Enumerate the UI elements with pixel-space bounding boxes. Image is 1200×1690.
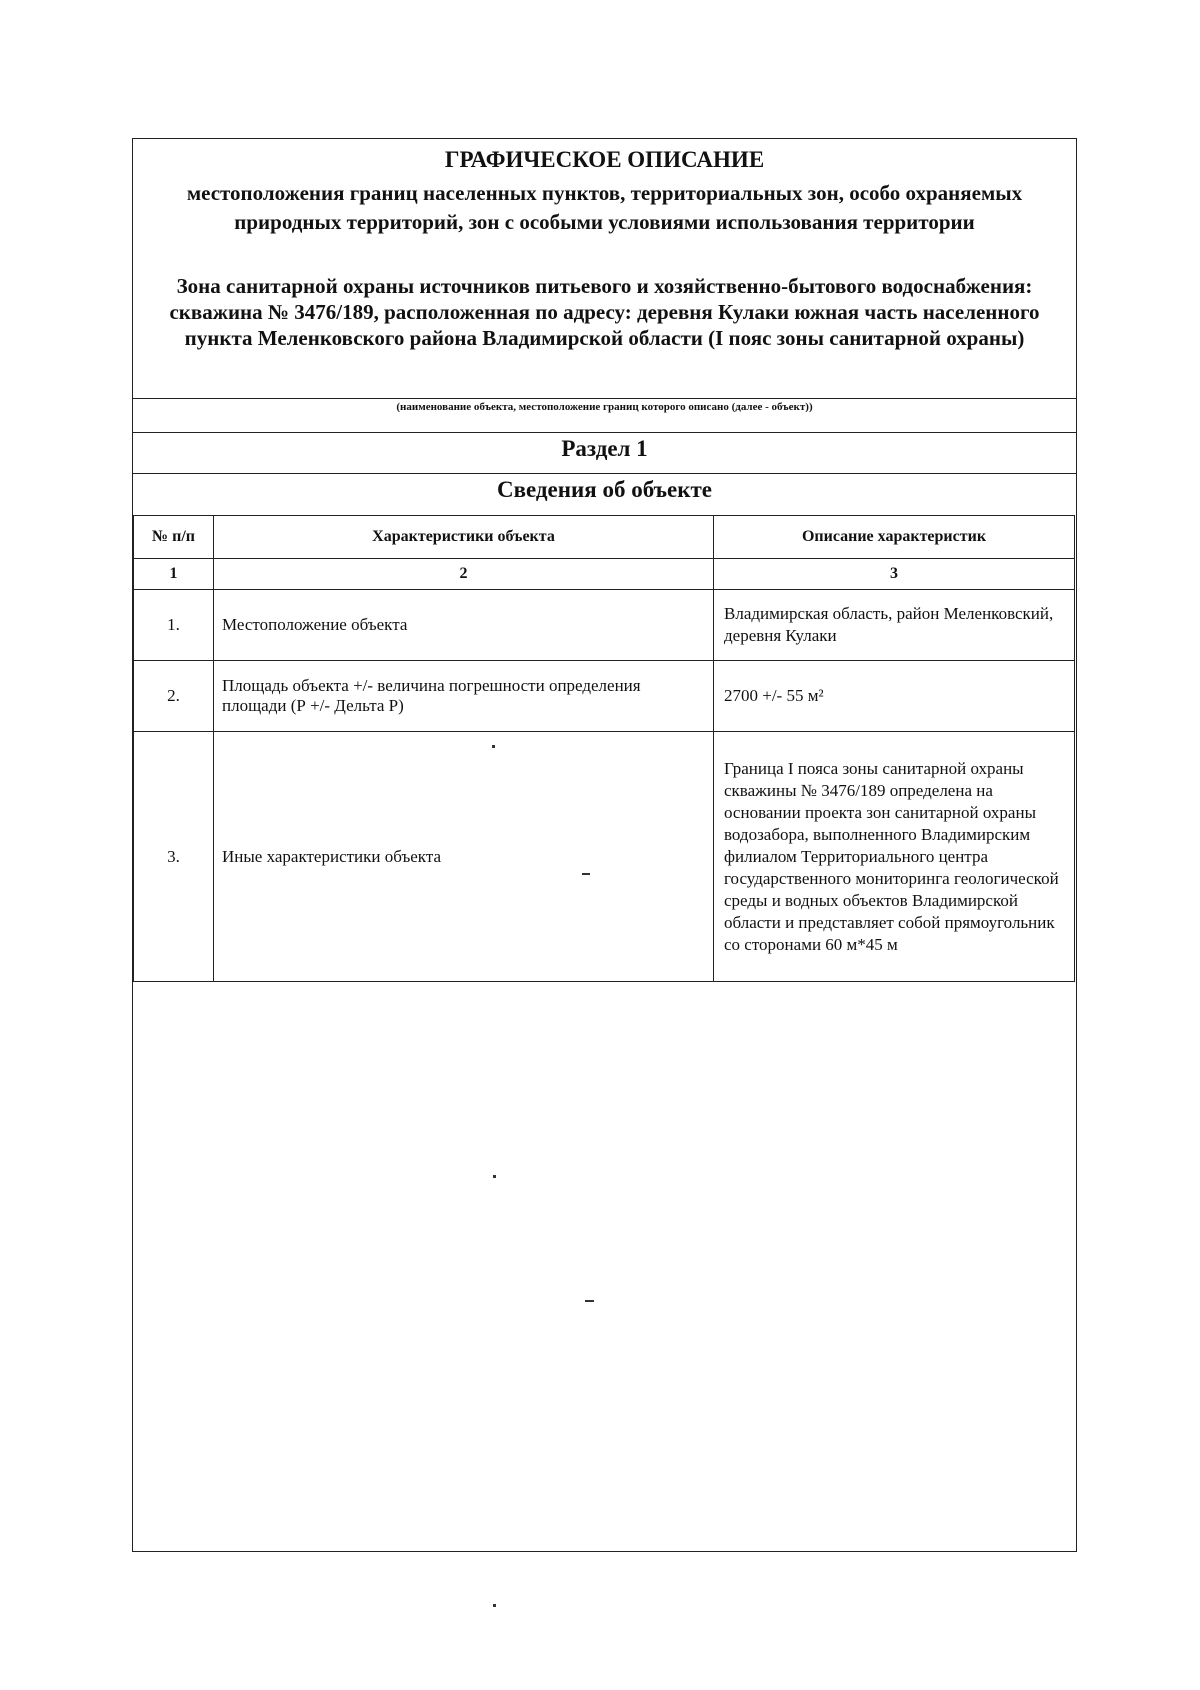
row-characteristic: Местоположение объекта — [214, 590, 714, 661]
column-number: 2 — [214, 559, 714, 590]
scan-speck — [493, 1604, 496, 1607]
row-description: 2700 +/- 55 м² — [714, 661, 1075, 732]
object-name: Зона санитарной охраны источников питьевого и хозяйственно-бытового водоснабжения: скважина № 3476/189, расположенная по адресу: деревня Кулаки южная часть населенного пункта Меленковского района Владимирской области (I пояс зоны санитарной охраны) — [169, 274, 1040, 350]
table-row — [134, 590, 1075, 661]
table-header-row — [134, 516, 1075, 559]
document-sheet — [132, 138, 1077, 1552]
column-header-characteristic: Характеристики объекта — [214, 516, 714, 559]
section-label: Раздел 1 — [561, 436, 648, 461]
row-number: 1. — [134, 590, 214, 661]
document-subtitle: местоположения границ населенных пунктов, территориальных зон, особо охраняемых природных территорий, зон с особыми условиями использования территории — [186, 181, 1023, 234]
column-number-row — [134, 559, 1075, 590]
row-description: Владимирская область, район Меленковский, деревня Кулаки — [714, 590, 1075, 661]
row-characteristic: Площадь объекта +/- величина погрешности определения площади (Р +/- Дельта Р) — [214, 661, 714, 732]
document-header — [133, 139, 1076, 398]
document-title: ГРАФИЧЕСКОЕ ОПИСАНИЕ — [444, 147, 765, 172]
scan-speck — [493, 1175, 496, 1178]
row-number: 3. — [134, 732, 214, 982]
divider-line — [133, 432, 1076, 433]
column-header-description: Описание характеристик — [714, 516, 1075, 559]
section-title: Сведения об объекте — [496, 477, 713, 502]
scan-speck — [492, 745, 495, 748]
row-number: 2. — [134, 661, 214, 732]
scan-speck — [582, 873, 590, 875]
divider-line — [133, 398, 1076, 399]
column-number: 1 — [134, 559, 214, 590]
divider-line — [133, 473, 1076, 474]
column-header-num: № п/п — [134, 516, 214, 559]
column-number: 3 — [714, 559, 1075, 590]
scan-speck — [585, 1300, 594, 1302]
row-description: Граница I пояса зоны санитарной охраны скважины № 3476/189 определена на основании проекта зон санитарной охраны водозабора, выполненного Владимирским филиалом Территориального центра государственного мониторинга геологической среды и водных объектов Владимирской области и представляет собой прямоугольник со сторонами 60 м*45 м — [714, 732, 1075, 982]
row-characteristic: Иные характеристики объекта — [214, 732, 714, 982]
table-row — [134, 732, 1075, 982]
object-caption: (наименование объекта, местоположение границ которого описано (далее - объект)) — [396, 401, 813, 413]
object-info-table — [133, 515, 1075, 982]
table-row — [134, 661, 1075, 732]
